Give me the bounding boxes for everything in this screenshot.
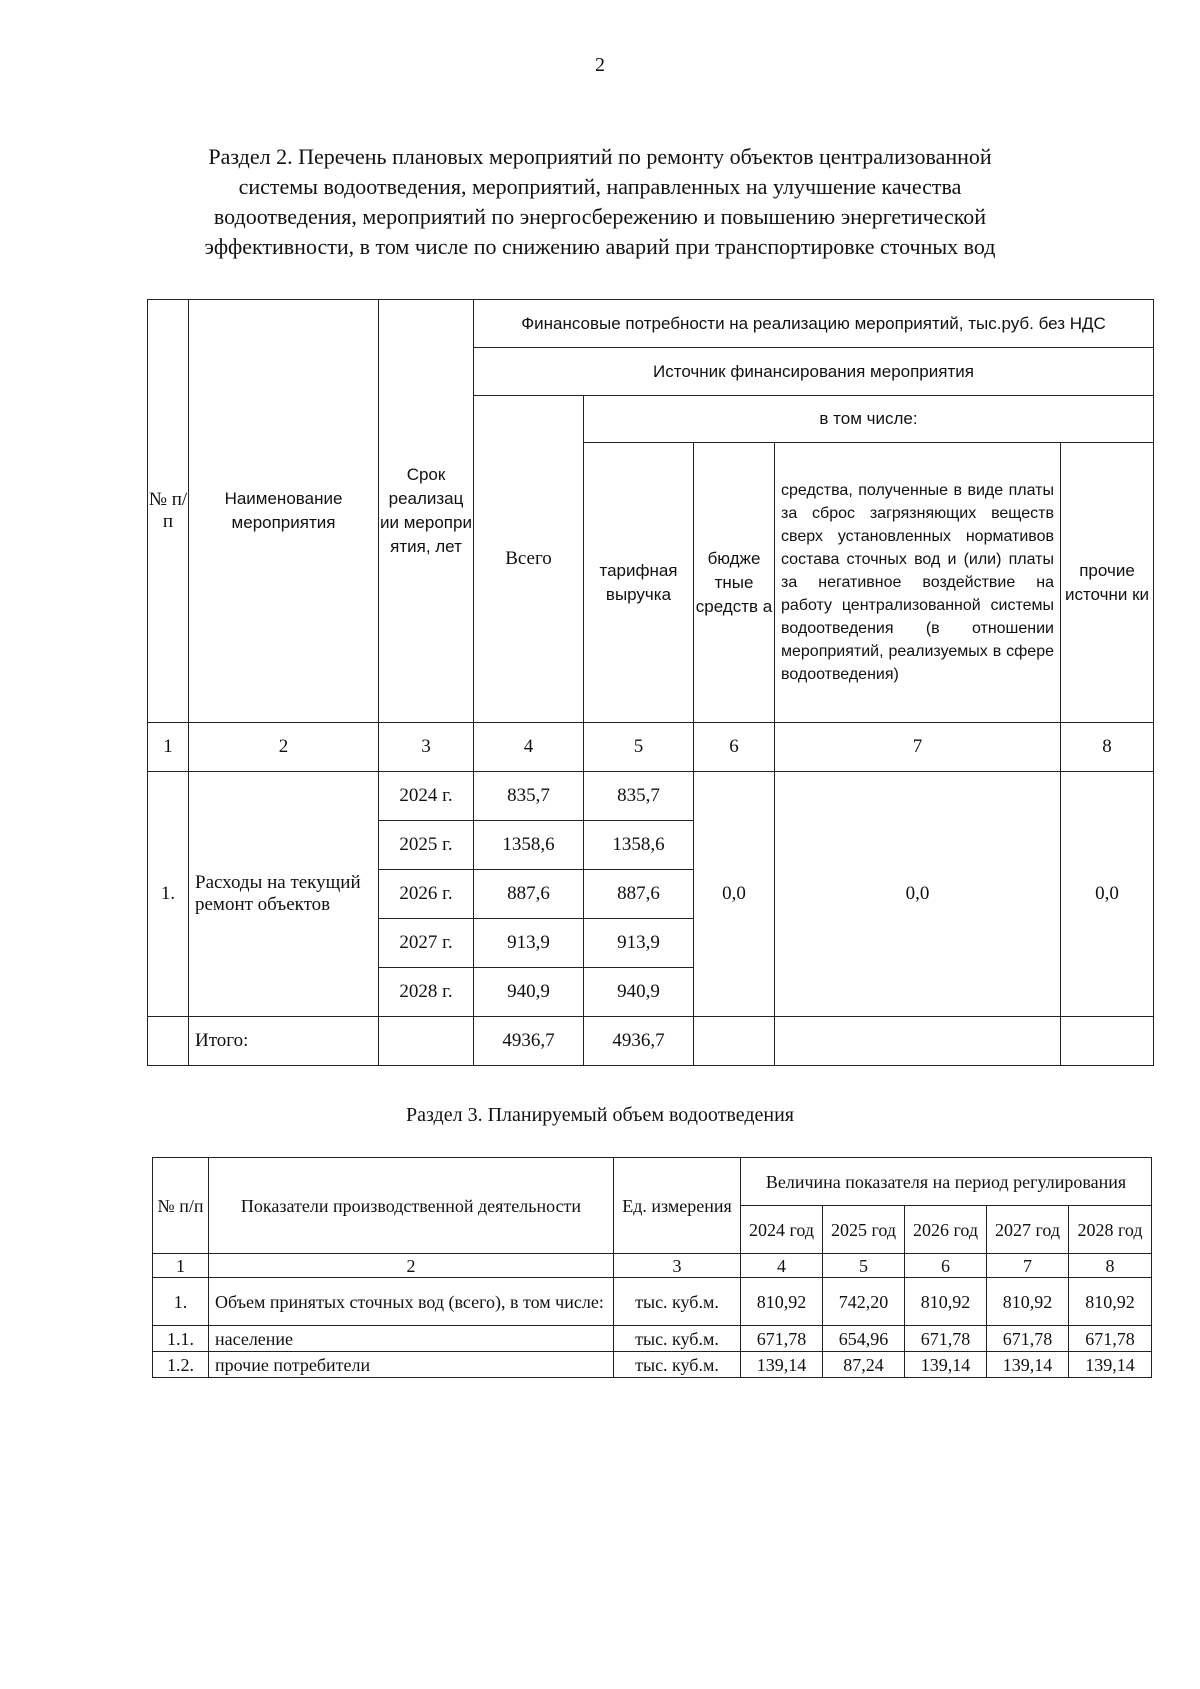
row-tariff: 1358,6 [584, 821, 694, 870]
column-number: 4 [741, 1254, 823, 1278]
row-fees: 0,0 [775, 772, 1061, 1017]
row-num: 1.1. [153, 1326, 209, 1352]
row-name: прочие потребители [209, 1352, 614, 1378]
row-value: 139,14 [987, 1352, 1069, 1378]
column-number: 1 [153, 1254, 209, 1278]
row-num: 1.2. [153, 1352, 209, 1378]
row-year: 2025 г. [379, 821, 474, 870]
header-year: 2028 год [1069, 1206, 1152, 1254]
header-including: в том числе: [584, 396, 1154, 443]
header-other: прочие источни ки [1061, 443, 1154, 723]
total-label: Итого: [189, 1017, 379, 1066]
row-year: 2026 г. [379, 870, 474, 919]
row-year: 2028 г. [379, 968, 474, 1017]
column-number: 3 [379, 723, 474, 772]
section-2-title-line: эффективности, в том числе по снижению аварий при транспортировке сточных вод [204, 234, 996, 259]
header-year: 2027 год [987, 1206, 1069, 1254]
column-number: 8 [1069, 1254, 1152, 1278]
header-unit: Ед. измерения [614, 1158, 741, 1254]
column-number: 6 [905, 1254, 987, 1278]
total-budget-empty [694, 1017, 775, 1066]
row-tariff: 887,6 [584, 870, 694, 919]
row-value: 810,92 [987, 1278, 1069, 1326]
column-number: 2 [209, 1254, 614, 1278]
header-term: Срок реализац ии меропри ятия, лет [379, 300, 474, 723]
section-3-title: Раздел 3. Планируемый объем водоотведения [406, 1104, 794, 1126]
row-year: 2027 г. [379, 919, 474, 968]
row-value: 671,78 [987, 1326, 1069, 1352]
header-year: 2026 год [905, 1206, 987, 1254]
page-number: 2 [595, 54, 605, 76]
section-3-table [152, 1157, 1152, 1378]
header-num: № п/ п [148, 300, 189, 723]
row-value: 810,92 [905, 1278, 987, 1326]
row-num: 1. [148, 772, 189, 1017]
row-total: 887,6 [474, 870, 584, 919]
column-number: 5 [823, 1254, 905, 1278]
row-value: 139,14 [1069, 1352, 1152, 1378]
row-unit: тыс. куб.м. [614, 1326, 741, 1352]
row-tariff: 940,9 [584, 968, 694, 1017]
row-tariff: 835,7 [584, 772, 694, 821]
row-tariff: 913,9 [584, 919, 694, 968]
column-number: 7 [775, 723, 1061, 772]
header-tariff: тарифная выручка [584, 443, 694, 723]
row-budget: 0,0 [694, 772, 775, 1017]
column-number: 7 [987, 1254, 1069, 1278]
header-funding-source: Источник финансирования мероприятия [474, 348, 1154, 396]
column-number: 5 [584, 723, 694, 772]
row-value: 87,24 [823, 1352, 905, 1378]
row-name: население [209, 1326, 614, 1352]
total-num-empty [148, 1017, 189, 1066]
column-number: 1 [148, 723, 189, 772]
total-other-empty [1061, 1017, 1154, 1066]
row-total: 913,9 [474, 919, 584, 968]
header-num: № п/п [153, 1158, 209, 1254]
total-total: 4936,7 [474, 1017, 584, 1066]
row-value: 139,14 [741, 1352, 823, 1378]
column-number: 2 [189, 723, 379, 772]
row-other: 0,0 [1061, 772, 1154, 1017]
row-value: 810,92 [741, 1278, 823, 1326]
header-total: Всего [474, 396, 584, 723]
total-fees-empty [775, 1017, 1061, 1066]
header-fees: средства, полученные в виде платы за сброс загрязняющих веществ сверх установленных нормативов состава сточных вод и (или) платы за негативное воздействие на работу централизованной системы водоотведения (в отношении мероприятий, реализуемых в сфере водоотведения) [775, 443, 1061, 723]
column-number: 6 [694, 723, 775, 772]
row-total: 835,7 [474, 772, 584, 821]
header-budget: бюдже тные средств а [694, 443, 775, 723]
header-year: 2024 год [741, 1206, 823, 1254]
column-number: 8 [1061, 723, 1154, 772]
section-2-table [147, 299, 1154, 1066]
row-value: 671,78 [741, 1326, 823, 1352]
row-value: 671,78 [1069, 1326, 1152, 1352]
row-total: 1358,6 [474, 821, 584, 870]
row-name: Объем принятых сточных вод (всего), в том числе: [209, 1278, 614, 1326]
column-number: 3 [614, 1254, 741, 1278]
section-2-title-line: водоотведения, мероприятий по энергосбережению и повышению энергетической [213, 204, 987, 229]
header-name: Наименование мероприятия [189, 300, 379, 723]
row-year: 2024 г. [379, 772, 474, 821]
header-indicator: Показатели производственной деятельности [209, 1158, 614, 1254]
total-tariff: 4936,7 [584, 1017, 694, 1066]
row-value: 810,92 [1069, 1278, 1152, 1326]
row-value: 654,96 [823, 1326, 905, 1352]
section-2-title-line: Раздел 2. Перечень плановых мероприятий по ремонту объектов централизованной [208, 144, 992, 169]
row-total: 940,9 [474, 968, 584, 1017]
row-name: Расходы на текущий ремонт объектов [189, 772, 379, 1017]
row-unit: тыс. куб.м. [614, 1278, 741, 1326]
header-period: Величина показателя на период регулирования [741, 1158, 1152, 1206]
total-term-empty [379, 1017, 474, 1066]
section-2-title-line: системы водоотведения, мероприятий, направленных на улучшение качества [238, 174, 962, 199]
row-value: 139,14 [905, 1352, 987, 1378]
row-unit: тыс. куб.м. [614, 1352, 741, 1378]
header-year: 2025 год [823, 1206, 905, 1254]
header-financial-needs: Финансовые потребности на реализацию мероприятий, тыс.руб. без НДС [474, 300, 1154, 348]
section-2-title [150, 142, 1050, 262]
row-num: 1. [153, 1278, 209, 1326]
row-value: 742,20 [823, 1278, 905, 1326]
column-number: 4 [474, 723, 584, 772]
row-value: 671,78 [905, 1326, 987, 1352]
